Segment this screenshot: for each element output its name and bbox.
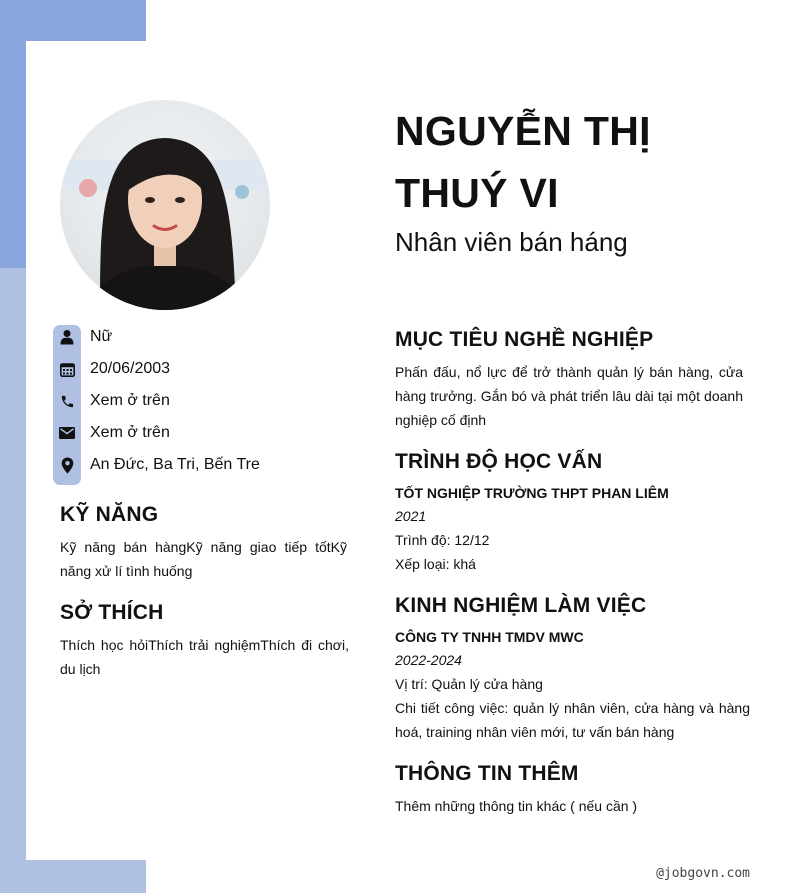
extra-info-heading: THÔNG TIN THÊM [395, 762, 579, 785]
location-pin-icon [53, 449, 81, 481]
skills-text: Kỹ năng bán hàngKỹ năng giao tiếp tốtKỹ năng xử lí tình huống [60, 539, 347, 579]
watermark: @jobgovn.com [656, 866, 750, 881]
name-line-1: NGUYỄN THỊ [395, 108, 651, 154]
education-year: 2021 [395, 508, 427, 524]
birthday-value: 20/06/2003 [90, 360, 171, 377]
education-heading: TRÌNH ĐỘ HỌC VẤN [395, 450, 603, 473]
calendar-icon [53, 353, 81, 385]
email-value: Xem ở trên [90, 424, 170, 441]
job-title: Nhân viên bán háng [395, 227, 628, 257]
experience-details: Chi tiết công việc: quản lý nhân viên, cửa hàng và hàng hoá, training nhân viên mới, tư vấn bán hàng [395, 700, 750, 740]
decor-accent-bottom [0, 860, 146, 893]
contact-gender [53, 321, 353, 353]
contact-address [53, 449, 353, 481]
name-line-2: THUÝ VI [395, 170, 559, 216]
experience-period: 2022-2024 [395, 652, 462, 668]
experience-position: Vị trí: Quản lý cửa hàng [395, 676, 543, 692]
person-icon [53, 321, 81, 353]
education-level: Trình độ: 12/12 [395, 532, 490, 548]
hobbies-text: Thích học hỏiThích trải nghiệmThích đi chơi, du lịch [60, 637, 349, 677]
contact-email [53, 417, 353, 449]
decor-accent-side [0, 268, 26, 893]
gender-value: Nữ [90, 328, 113, 345]
candidate-name [395, 100, 765, 224]
address-value: An Đức, Ba Tri, Bến Tre [90, 456, 260, 473]
extra-info-text: Thêm những thông tin khác ( nếu cần ) [395, 798, 638, 814]
contact-birthday [53, 353, 353, 385]
objective-heading: MỤC TIÊU NGHỀ NGHIỆP [395, 328, 654, 351]
experience-heading: KINH NGHIỆM LÀM VIỆC [395, 594, 647, 617]
hobbies-heading: SỞ THÍCH [60, 601, 164, 624]
phone-icon [53, 385, 81, 417]
email-icon [53, 417, 81, 449]
experience-company: CÔNG TY TNHH TMDV MWC [395, 629, 584, 645]
contact-phone [53, 385, 353, 417]
profile-photo [60, 100, 270, 310]
education-grade: Xếp loại: khá [395, 556, 476, 572]
phone-value: Xem ở trên [90, 392, 170, 409]
objective-text: Phấn đấu, nổ lực để trở thành quản lý bán hàng, cửa hàng trưởng. Gắn bó và phát triển lâu dài tại một doanh nghiệp cố định [395, 364, 743, 428]
skills-heading: KỸ NĂNG [60, 503, 159, 526]
education-school: TỐT NGHIỆP TRƯỜNG THPT PHAN LIÊM [395, 485, 669, 501]
